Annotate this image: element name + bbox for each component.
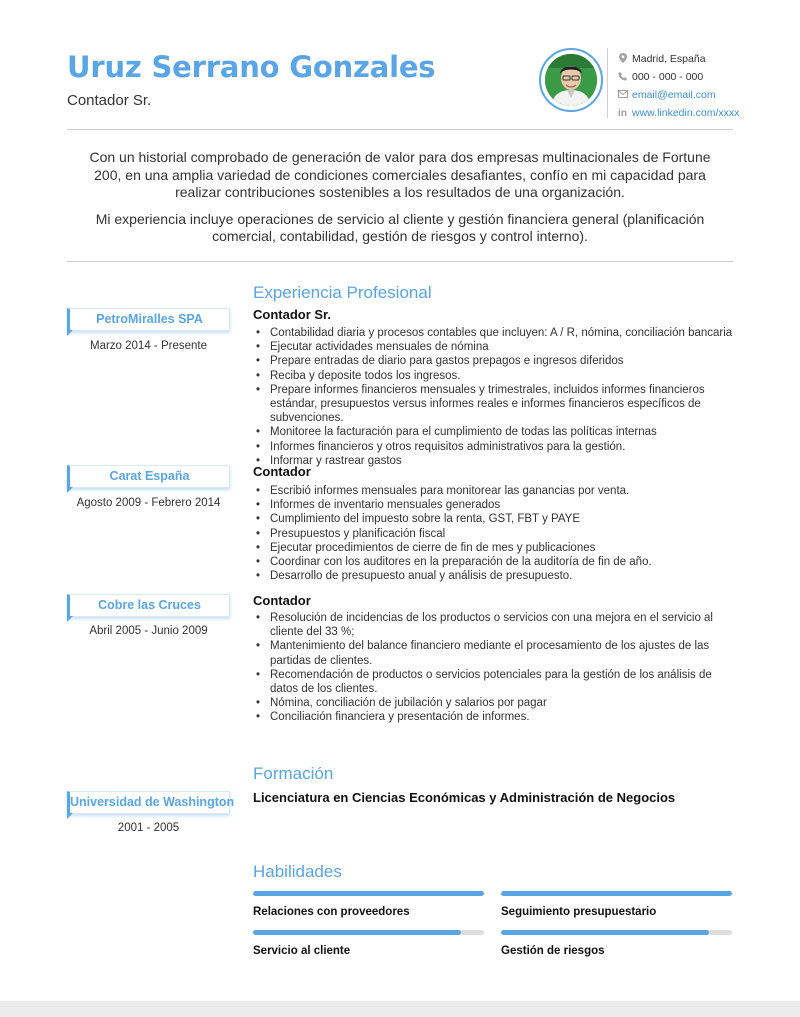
list-item: • Presupuestos y planificación fiscal	[253, 527, 735, 541]
list-item: • Escribió informes mensuales para monitorear las ganancias por venta.	[253, 484, 735, 498]
job-dates: Abril 2005 - Junio 2009	[89, 625, 208, 637]
skill-bar-fill	[501, 891, 732, 896]
contact-location	[618, 50, 793, 68]
list-item: • Desarrollo de presupuesto anual y análisis de presupuesto.	[253, 569, 735, 583]
list-item: • Mantenimiento del balance financiero mediante el procesamiento de los ajustes de las partidas de clientes.	[253, 639, 735, 667]
skill-label: Relaciones con proveedores	[253, 906, 410, 918]
profile-photo	[539, 48, 603, 112]
contact-block	[618, 50, 793, 122]
skill-bar-fill	[253, 891, 484, 896]
page-bottom-strip	[0, 1001, 800, 1017]
list-item: • Conciliación financiera y presentación de informes.	[253, 710, 735, 724]
education-section-title: Formación	[253, 764, 334, 783]
candidate-name: Uruz Serrano Gonzales	[67, 50, 436, 84]
phone-icon	[618, 72, 627, 83]
phone-text: 000 - 000 - 000	[632, 71, 704, 83]
list-item: • Reciba y deposite todos los ingresos.	[253, 369, 735, 383]
avatar	[545, 54, 597, 106]
email-link[interactable]: email@email.com	[632, 89, 716, 101]
job-bullets	[253, 484, 735, 583]
contact-email[interactable]	[618, 86, 793, 104]
map-pin-icon	[618, 53, 627, 65]
skill-bar	[253, 891, 484, 896]
header-rule	[67, 129, 733, 130]
skill-label: Gestión de riesgos	[501, 945, 605, 957]
company-tag: PetroMiralles SPA	[67, 308, 230, 331]
summary-paragraph: Con un historial comprobado de generación de valor para dos empresas multinacionales de Fortune 200, en una amplia variedad de condiciones comerciales desafiantes, confío en mi capacidad para realizar contribuciones sostenibles a los resultados de una organización.	[89, 149, 711, 200]
list-item: • Prepare entradas de diario para gastos prepagos e ingresos diferidos	[253, 354, 735, 368]
contact-linkedin[interactable]	[618, 104, 793, 122]
linkedin-link[interactable]: www.linkedin.com/xxxx	[632, 107, 740, 119]
company-tag: Carat España	[67, 465, 230, 488]
education-dates: 2001 - 2005	[117, 822, 180, 834]
skill-item	[501, 930, 732, 957]
job-role: Contador	[253, 464, 311, 479]
skill-item	[253, 891, 484, 918]
job-role: Contador	[253, 593, 311, 608]
list-item: • Coordinar con los auditores en la preparación de la auditoría de fin de año.	[253, 555, 735, 569]
summary-paragraph: Mi experiencia incluye operaciones de servicio al cliente y gestión financiera general (planificación comercial, contabilidad, gestión de riesgos y control interno).	[95, 210, 705, 244]
list-item: • Monitoree la facturación para el cumplimiento de todas las políticas internas	[253, 425, 735, 439]
list-item: • Ejecutar actividades mensuales de nómina	[253, 340, 735, 354]
skill-item	[501, 891, 732, 918]
job-dates: Agosto 2009 - Febrero 2014	[76, 497, 221, 509]
linkedin-icon: in	[618, 107, 627, 119]
location-text: Madrid, España	[632, 53, 706, 65]
candidate-title: Contador Sr.	[67, 92, 152, 109]
list-item: • Contabilidad diaria y procesos contables que incluyen: A / R, nómina, conciliación bancaria	[253, 326, 735, 340]
header-divider	[607, 48, 608, 118]
list-item: • Nómina, conciliación de jubilación y salarios por pagar	[253, 696, 735, 710]
skill-item	[253, 930, 484, 957]
professional-summary	[75, 149, 725, 255]
skill-bar	[501, 891, 732, 896]
list-item: • Informes de inventario mensuales generados	[253, 498, 735, 512]
job-role: Contador Sr.	[253, 307, 332, 322]
skill-label: Servicio al cliente	[253, 945, 351, 957]
list-item: • Ejecutar procedimientos de cierre de fin de mes y publicaciones	[253, 541, 735, 555]
list-item: • Informar y rastrear gastos	[253, 454, 735, 468]
skill-bar	[253, 930, 484, 935]
list-item: • Informes financieros y otros requisitos administrativos para la gestión.	[253, 440, 735, 454]
experience-section-title: Experiencia Profesional	[253, 283, 432, 302]
skill-bar-fill	[253, 930, 461, 935]
job-bullets	[253, 326, 735, 468]
job-bullets	[253, 611, 735, 725]
company-tag: Cobre las Cruces	[67, 594, 230, 617]
skill-label: Seguimiento presupuestario	[501, 906, 657, 918]
job-dates: Marzo 2014 - Presente	[90, 340, 207, 352]
skill-bar	[501, 930, 732, 935]
skill-bar-fill	[501, 930, 709, 935]
list-item: • Resolución de incidencias de los productos o servicios con una mejora en el servicio al cliente del 33 %;	[253, 611, 735, 639]
skills-section-title: Habilidades	[253, 862, 342, 881]
summary-rule	[67, 261, 733, 262]
list-item: • Recomendación de productos o servicios potenciales para la gestión de los análisis de datos de los clientes.	[253, 668, 735, 696]
degree-title: Licenciatura en Ciencias Económicas y Administración de Negocios	[253, 790, 676, 805]
envelope-icon	[618, 90, 627, 100]
list-item: • Prepare informes financieros mensuales y trimestrales, incluidos informes financieros estándar, presupuestos versus informes reales e informes financieros específicos de subvenciones.	[253, 383, 735, 426]
school-tag: Universidad de Washington	[67, 791, 230, 814]
list-item: • Cumplimiento del impuesto sobre la renta, GST, FBT y PAYE	[253, 512, 735, 526]
contact-phone	[618, 68, 793, 86]
